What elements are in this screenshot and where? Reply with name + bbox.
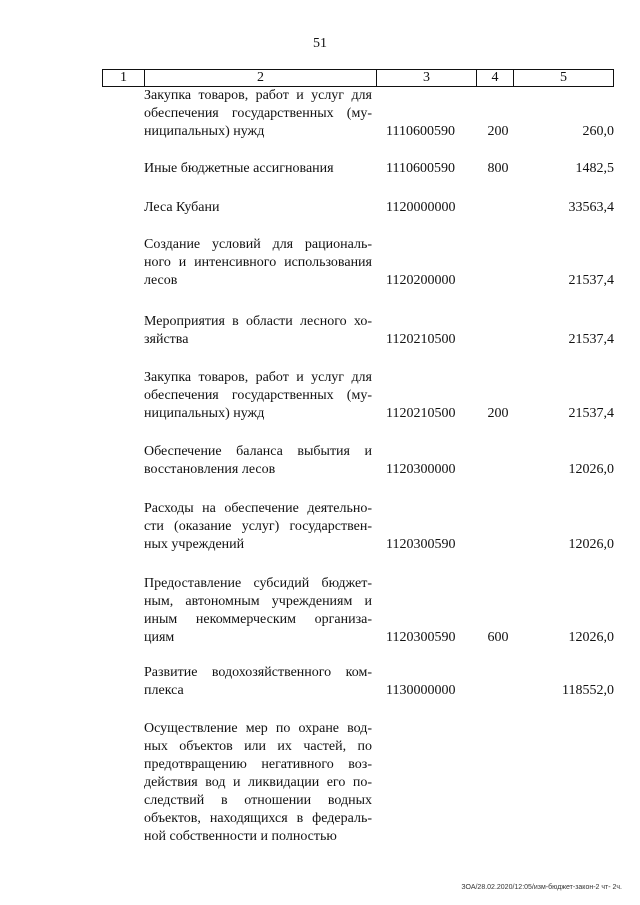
row-name-line: ных объектов или их частей, по (144, 739, 372, 754)
row-name (144, 160, 372, 178)
row-name (144, 87, 372, 141)
row-expense-type: 200 (487, 124, 509, 139)
row-sum: 33563,4 (568, 200, 614, 215)
row-name (144, 236, 372, 290)
row-name-line: объектов, находящихся в федераль- (144, 811, 372, 826)
row-sum: 12026,0 (568, 537, 614, 552)
row-name (144, 369, 372, 423)
header-col-4: 4 (477, 70, 514, 86)
row-sum: 21537,4 (568, 406, 614, 421)
row-name-line: Мероприятия в области лесного хо- (144, 314, 372, 329)
header-col-3: 3 (377, 70, 477, 86)
row-name-line: зяйства (144, 332, 189, 347)
header-col-1: 1 (103, 70, 145, 86)
row-name-line: ниципальных) нужд (144, 124, 265, 139)
row-code: 1120000000 (386, 200, 456, 215)
row-name-line: действия вод и ликвидации его по- (144, 775, 372, 790)
page-number: 51 (313, 36, 327, 51)
row-name (144, 313, 372, 349)
row-name (144, 720, 372, 846)
row-code: 1110600590 (386, 161, 455, 176)
row-name-line: ных учреждений (144, 537, 245, 552)
row-name-line: следствий в отношении водных (144, 793, 372, 808)
row-expense-type: 800 (487, 161, 509, 176)
row-code: 1130000000 (386, 683, 456, 698)
row-name-line: Иные бюджетные ассигнования (144, 161, 334, 176)
row-sum: 21537,4 (568, 273, 614, 288)
row-code: 1120210500 (386, 406, 456, 421)
row-name-line: иным некоммерческим организа- (144, 612, 372, 627)
row-name-line: плекса (144, 683, 184, 698)
row-code: 1120300000 (386, 462, 456, 477)
row-name (144, 500, 372, 554)
row-name-line: ным, автономным учреждениям и (144, 594, 372, 609)
header-col-5: 5 (560, 70, 567, 85)
row-name-line: Развитие водохозяйственного ком- (144, 665, 372, 680)
row-sum: 1482,5 (575, 161, 614, 176)
row-code: 1120200000 (386, 273, 456, 288)
row-sum: 21537,4 (568, 332, 614, 347)
row-expense-type: 200 (487, 406, 509, 421)
row-name-line: предотвращению негативного воз- (144, 757, 372, 772)
row-sum: 260,0 (582, 124, 614, 139)
row-sum: 118552,0 (562, 683, 614, 698)
row-name-line: ного и интенсивного использования (144, 255, 372, 270)
row-sum: 12026,0 (568, 630, 614, 645)
row-name-line: Леса Кубани (144, 200, 220, 215)
row-sum: 12026,0 (568, 462, 614, 477)
row-name-line: Обеспечение баланса выбытия и (144, 444, 372, 459)
row-name-line: ной собственности и полностью (144, 829, 337, 844)
row-name-line: обеспечения государственных (му- (144, 388, 372, 403)
row-name-line: ниципальных) нужд (144, 406, 265, 421)
row-name-line: Закупка товаров, работ и услуг для (144, 88, 372, 103)
row-name (144, 443, 372, 479)
row-name-line: Создание условий для рациональ- (144, 237, 372, 252)
header-col-2: 2 (145, 70, 377, 86)
row-name-line: циям (144, 630, 175, 645)
row-name (144, 575, 372, 647)
row-name (144, 199, 372, 217)
row-name (144, 664, 372, 700)
row-name-line: сти (оказание услуг) государствен- (144, 519, 372, 534)
row-code: 1120300590 (386, 537, 456, 552)
footer-stamp: ЗОА/28.02.2020/12:05/изм-бюджет-закон-2 чт- 2ч. (461, 884, 622, 891)
row-code: 1120300590 (386, 630, 456, 645)
row-code: 1120210500 (386, 332, 456, 347)
row-name-line: обеспечения государственных (му- (144, 106, 372, 121)
row-name-line: восстановления лесов (144, 462, 276, 477)
row-code: 1110600590 (386, 124, 455, 139)
row-name-line: Расходы на обеспечение деятельно- (144, 501, 372, 516)
row-name-line: Осуществление мер по охране вод- (144, 721, 372, 736)
row-expense-type: 600 (487, 630, 509, 645)
row-name-line: Закупка товаров, работ и услуг для (144, 370, 372, 385)
row-name-line: Предоставление субсидий бюджет- (144, 576, 372, 591)
table-header (102, 69, 614, 87)
row-name-line: лесов (144, 273, 178, 288)
